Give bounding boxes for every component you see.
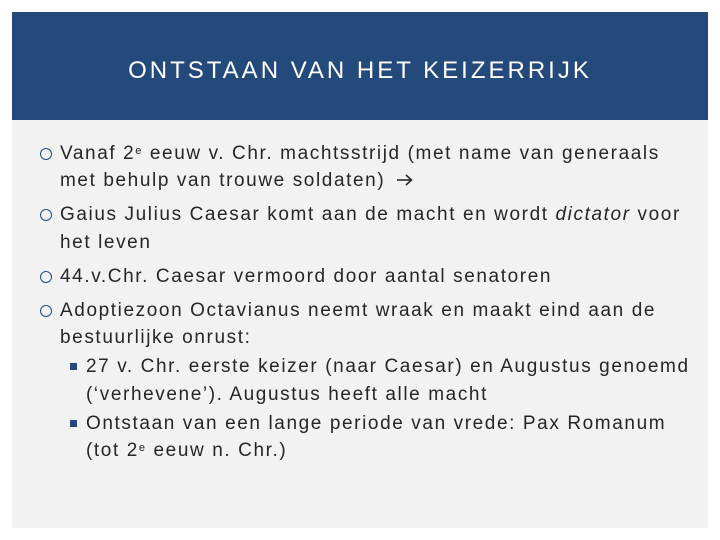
bullet-item <box>40 201 700 255</box>
slide-title: ONTSTAAN VAN HET KEIZERRIJK <box>128 57 592 84</box>
bullet-text-part: Gaius Julius Caesar komt aan de macht en wordt <box>60 204 556 226</box>
circle-bullet-icon <box>40 305 52 317</box>
superscript: e <box>138 442 147 455</box>
bullet-italic-text: dictator <box>555 204 631 226</box>
bullet-list <box>40 140 700 464</box>
circle-bullet-icon <box>40 148 52 160</box>
bullet-text: Adoptiezoon Octavianus neemt wraak en maakt eind aan de bestuurlijke onrust: <box>60 300 657 349</box>
sub-bullet-text-part: eeuw n. Chr.) <box>146 440 288 462</box>
bullet-item <box>40 297 700 464</box>
sub-bullet-text-part: Ontstaan van een lange periode van vrede: Pax Romanum (tot 2 <box>86 412 667 462</box>
bullet-item <box>40 140 700 194</box>
sub-bullet-text: 27 v. Chr. eerste keizer (naar Caesar) en Augustus genoemd (‘verhevene’). Augustus heeft alle macht <box>86 356 690 405</box>
sub-bullet-item <box>66 410 700 464</box>
bullet-text: 44.v.Chr. Caesar vermoord door aantal senatoren <box>60 265 553 287</box>
bullet-text-part: Vanaf 2 <box>60 143 136 164</box>
arrow-right-icon <box>396 173 414 187</box>
bullet-item <box>40 263 700 290</box>
circle-bullet-icon <box>40 209 52 221</box>
square-bullet-icon <box>70 363 77 370</box>
square-bullet-icon <box>70 420 77 427</box>
superscript: e <box>135 145 144 157</box>
bullet-text-part: voor het leven <box>60 204 681 253</box>
sub-bullet-list <box>66 353 700 464</box>
circle-bullet-icon <box>40 271 52 283</box>
bullet-text-part: eeuw v. Chr. machtsstrijd (met name van generaals met behulp van trouwe soldaten) <box>60 143 660 192</box>
sub-bullet-item <box>66 353 700 407</box>
